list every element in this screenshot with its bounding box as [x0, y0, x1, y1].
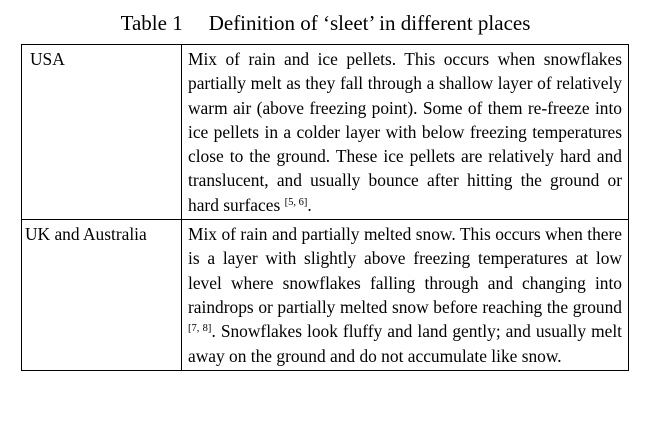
- table-title: Definition of ‘sleet’ in different places: [208, 11, 531, 35]
- definition-text-continued: . Snowflakes look fluffy and land gently; and usually melt away on the ground and do not accumulate like snow.: [188, 321, 622, 366]
- citation-ref: [7, 8]: [188, 323, 212, 335]
- definition-end: .: [307, 194, 312, 215]
- sleet-definition-table: [21, 44, 629, 371]
- place-cell: USA: [22, 45, 182, 220]
- table-number: Table 1: [120, 11, 183, 35]
- citation-ref: [5, 6]: [284, 196, 308, 208]
- definition-cell: [182, 45, 629, 220]
- definition-text: Mix of rain and ice pellets. This occurs when snowflakes partially melt as they fall through a shallow layer of relatively warm air (above freezing point). Some of them re-freeze into ice pellets in a colder layer with below freezing temperatures close to the ground. These ice pellets are relatively hard and translucent, and usually bounce after hitting the ground or hard surfaces: [188, 49, 622, 215]
- table-caption: [0, 10, 651, 36]
- table-row: [22, 220, 629, 371]
- definition-cell: [182, 220, 629, 371]
- table-row: [22, 45, 629, 220]
- place-cell: UK and Australia: [22, 220, 182, 371]
- definition-text: Mix of rain and partially melted snow. This occurs when there is a layer with slightly above freezing temperatures at low level where snowflakes falling through and changing into raindrops or partially melted snow before reaching the ground: [188, 224, 622, 317]
